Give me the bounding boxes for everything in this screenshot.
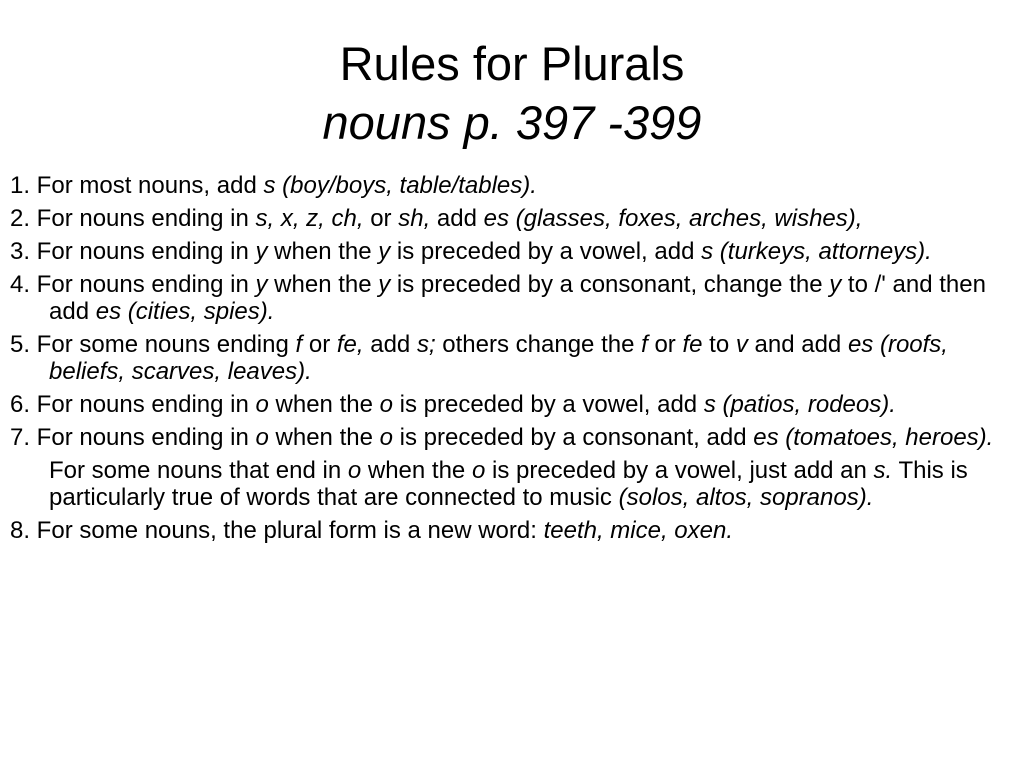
rule-text-italic: v (735, 331, 748, 358)
rule-text: add (363, 331, 417, 358)
rule-text-italic: fe (682, 331, 703, 358)
rule-text-italic: f (295, 331, 303, 358)
rule-text: This is particularly true of words that are connected to music (49, 457, 968, 511)
rule-text: when the (267, 271, 379, 298)
rule-text: when the (268, 424, 380, 451)
rule-text: 4. For nouns ending in (10, 271, 256, 298)
rule-text-italic: y (378, 238, 391, 265)
rule-text-italic: o (379, 391, 393, 418)
rule-text: 7. For nouns ending in (10, 424, 256, 451)
rule-text: is preceded by a vowel, add (390, 238, 702, 265)
rule-text: when the (268, 391, 380, 418)
rule-text-italic: s. (873, 457, 893, 484)
rule-text: is preceded by a vowel, add (392, 391, 704, 418)
rule-text: to /' and then add (49, 271, 986, 325)
rule-text-italic: s (patios, rodeos). (703, 391, 896, 418)
rule-text-italic: sh, (398, 205, 431, 232)
rule-text: or (647, 331, 683, 358)
rule-item-rule-7 (10, 424, 1014, 451)
rule-text-italic: es (tomatoes, heroes). (753, 424, 994, 451)
rule-text: or (363, 205, 399, 232)
rule-text: is preceded by a consonant, change the (390, 271, 830, 298)
rule-text-italic: y (378, 271, 391, 298)
rule-text-italic: o (471, 457, 486, 484)
rule-text: when the (361, 457, 472, 484)
rule-text: 3. For nouns ending in (10, 238, 256, 265)
slide-title (0, 34, 1024, 152)
rule-text: is preceded by a vowel, just add an (485, 457, 874, 484)
rule-text: others change the (435, 331, 642, 358)
rule-text: 8. For some nouns, the plural form is a new word: (10, 517, 544, 544)
rule-text-italic: s (boy/boys, table/tables). (263, 172, 537, 199)
rule-text: 1. For most nouns, add (10, 172, 264, 199)
rule-text: 6. For nouns ending in (10, 391, 256, 418)
rule-text: is preceded by a consonant, add (392, 424, 754, 451)
rule-text-italic: es (cities, spies). (95, 298, 275, 325)
rule-item-rule-2 (10, 205, 1014, 232)
rule-item-rule-5 (10, 331, 1014, 385)
rule-text-italic: es (roofs, beliefs, scarves, leaves). (49, 331, 948, 385)
rule-text-italic: o (255, 391, 269, 418)
rule-text-italic: y (255, 271, 268, 298)
rule-text: 5. For some nouns ending (10, 331, 296, 358)
rule-text-italic: y (829, 271, 842, 298)
rule-item-rule-3 (10, 238, 1014, 265)
rule-text-italic: s; (416, 331, 436, 358)
rule-text-italic: fe, (336, 331, 364, 358)
rule-text: 2. For nouns ending in (10, 205, 256, 232)
rule-text-italic: f (641, 331, 648, 358)
rule-text-italic: y (255, 238, 268, 265)
rule-item-rule-1 (10, 172, 1014, 199)
rule-text: For some nouns that end in (49, 457, 348, 484)
rule-text-italic: s, x, z, ch, (255, 205, 364, 232)
rule-text-italic: o (255, 424, 269, 451)
rule-text: and add (747, 331, 848, 358)
rule-text-italic: s (turkeys, attorneys). (701, 238, 932, 265)
rule-text: or (302, 331, 337, 358)
rule-item-rule-4 (10, 271, 1014, 325)
rules-list (10, 172, 1014, 550)
rule-text-italic: es (glasses, foxes, arches, wishes), (483, 205, 863, 232)
rule-text-italic: o (347, 457, 362, 484)
rule-text: add (430, 205, 484, 232)
rule-text-italic: (solos, altos, sopranos). (618, 484, 874, 511)
rule-item-rule-6 (10, 391, 1014, 418)
rule-text-italic: teeth, mice, oxen. (543, 517, 734, 544)
rule-item-rule-7-note (10, 457, 1014, 511)
rule-text-italic: o (379, 424, 393, 451)
title-main: Rules for Plurals (339, 37, 685, 90)
rule-text: when the (267, 238, 379, 265)
rule-text: to (702, 331, 736, 358)
title-subtitle: nouns p. 397 -399 (322, 96, 702, 149)
rule-item-rule-8 (10, 517, 1014, 544)
